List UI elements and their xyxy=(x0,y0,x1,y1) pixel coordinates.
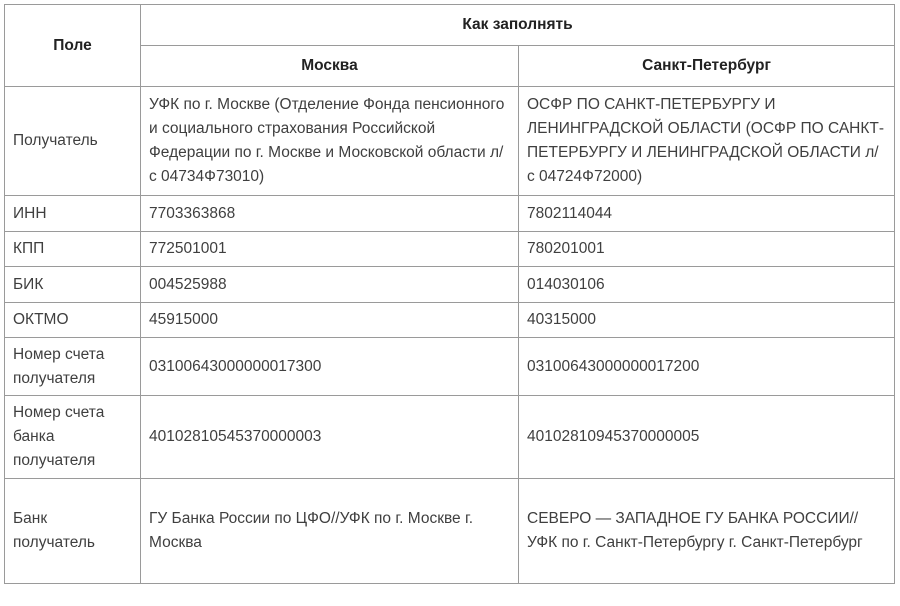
row-spb-value: 014030106 xyxy=(519,267,895,303)
row-spb-value: СЕВЕРО — ЗАПАДНОЕ ГУ БАНКА РОССИИ//УФК по г. Санкт-Петербургу г. Санкт-Петербург xyxy=(519,479,895,584)
row-moscow-value: ГУ Банка России по ЦФО//УФК по г. Москве г. Москва xyxy=(141,479,519,584)
row-moscow-value: 45915000 xyxy=(141,303,519,338)
row-field: Номер счета получателя xyxy=(5,338,141,396)
table-row xyxy=(5,267,895,303)
row-field: ИНН xyxy=(5,196,141,232)
header-field: Поле xyxy=(5,5,141,87)
table-row xyxy=(5,87,895,196)
row-moscow-value: 03100643000000017300 xyxy=(141,338,519,396)
table-row xyxy=(5,338,895,396)
table-row xyxy=(5,303,895,338)
header-row xyxy=(5,5,895,46)
row-spb-value: 40315000 xyxy=(519,303,895,338)
table-row xyxy=(5,396,895,479)
row-spb-value: 780201001 xyxy=(519,232,895,267)
row-moscow-value: 7703363868 xyxy=(141,196,519,232)
header-moscow: Москва xyxy=(141,46,519,87)
row-field: Банк получатель xyxy=(5,479,141,584)
row-spb-value: 40102810945370000005 xyxy=(519,396,895,479)
table-row xyxy=(5,232,895,267)
table-row xyxy=(5,479,895,584)
row-moscow-value: 772501001 xyxy=(141,232,519,267)
table-row xyxy=(5,196,895,232)
header-spb: Санкт-Петербург xyxy=(519,46,895,87)
row-spb-value: ОСФР ПО САНКТ-ПЕТЕРБУРГУ И ЛЕНИНГРАДСКОЙ ОБЛАСТИ (ОСФР ПО САНКТ-ПЕТЕРБУРГУ И ЛЕНИНГРАДСКОЙ ОБЛАСТИ л/с 04724Ф72000) xyxy=(519,87,895,196)
row-field: Номер счета банка получателя xyxy=(5,396,141,479)
row-field: ОКТМО xyxy=(5,303,141,338)
header-how-to-fill: Как заполнять xyxy=(141,5,895,46)
row-spb-value: 03100643000000017200 xyxy=(519,338,895,396)
row-field: КПП xyxy=(5,232,141,267)
row-field: БИК xyxy=(5,267,141,303)
row-moscow-value: УФК по г. Москве (Отделение Фонда пенсионного и социального страхования Российской Федерации по г. Москве и Московской области л/с 04734Ф73010) xyxy=(141,87,519,196)
requisites-table xyxy=(4,4,895,584)
row-moscow-value: 004525988 xyxy=(141,267,519,303)
row-spb-value: 7802114044 xyxy=(519,196,895,232)
row-moscow-value: 40102810545370000003 xyxy=(141,396,519,479)
row-field: Получатель xyxy=(5,87,141,196)
